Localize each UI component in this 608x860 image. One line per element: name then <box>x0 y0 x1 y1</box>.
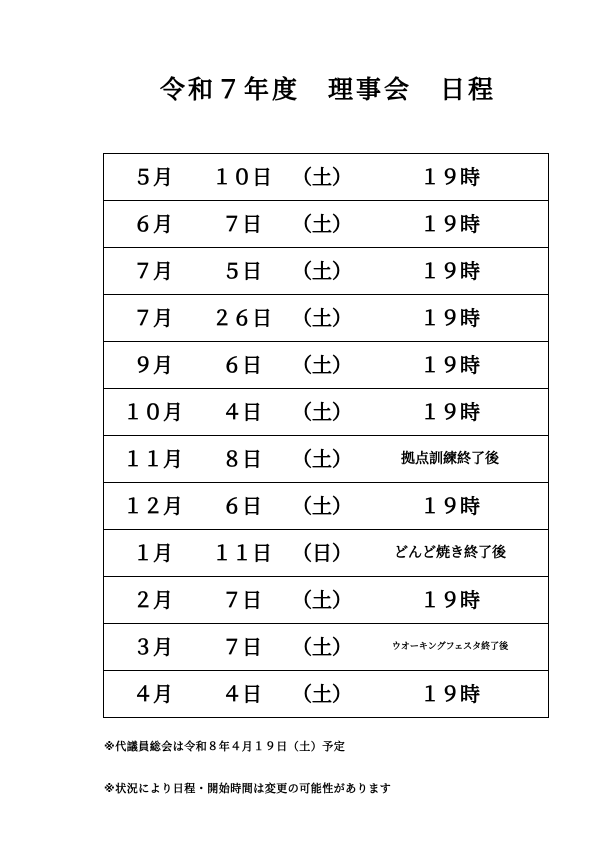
day: ７日 <box>222 635 262 659</box>
day-of-week: （土） <box>292 494 352 518</box>
schedule-table <box>103 153 549 718</box>
month: ７月 <box>133 306 173 330</box>
day: ７日 <box>222 212 262 236</box>
month: ２月 <box>133 588 173 612</box>
day: ４日 <box>222 682 262 706</box>
start-time: １９時 <box>420 306 480 330</box>
month: １２月 <box>123 494 183 518</box>
day-of-week: （土） <box>292 400 352 424</box>
start-time: １９時 <box>420 165 480 189</box>
start-time: どんど焼き終了後 <box>394 545 506 561</box>
month: ６月 <box>133 212 173 236</box>
start-time: １９時 <box>420 353 480 377</box>
month: ９月 <box>133 353 173 377</box>
day: ５日 <box>222 259 262 283</box>
table-row <box>104 436 549 483</box>
start-time: ウオーキングフェスタ終了後 <box>391 641 509 652</box>
day: ６日 <box>222 494 262 518</box>
start-time: １９時 <box>420 259 480 283</box>
day-of-week: （土） <box>292 682 352 706</box>
day: ６日 <box>222 353 262 377</box>
month: １０月 <box>123 400 183 424</box>
day: ８日 <box>222 447 262 471</box>
day-of-week: （土） <box>292 353 352 377</box>
table-row <box>104 342 549 389</box>
day-of-week: （土） <box>292 306 352 330</box>
table-row <box>104 295 549 342</box>
start-time: １９時 <box>420 212 480 236</box>
table-row <box>104 577 549 624</box>
day-of-week: （土） <box>292 259 352 283</box>
start-time: １９時 <box>420 588 480 612</box>
start-time: １９時 <box>420 494 480 518</box>
month: ３月 <box>133 635 173 659</box>
day: ２６日 <box>212 306 272 330</box>
start-time: １９時 <box>420 400 480 424</box>
day-of-week: （土） <box>292 588 352 612</box>
table-row <box>104 248 549 295</box>
day: ７日 <box>222 588 262 612</box>
day: ４日 <box>222 400 262 424</box>
month: ４月 <box>133 682 173 706</box>
table-row <box>104 624 549 671</box>
schedule-change-note: ※状況により日程・開始時間は変更の可能性があります <box>104 782 392 795</box>
table-row <box>104 389 549 436</box>
start-time: １９時 <box>420 682 480 706</box>
table-row <box>104 671 549 718</box>
table-row <box>104 201 549 248</box>
month: １月 <box>133 541 173 565</box>
general-meeting-note: ※代議員総会は令和８年４月１９日（土）予定 <box>104 740 346 753</box>
day-of-week: （日） <box>292 541 352 565</box>
table-row <box>104 483 549 530</box>
month: １１月 <box>123 447 183 471</box>
month: ７月 <box>133 259 173 283</box>
day-of-week: （土） <box>292 212 352 236</box>
table-row <box>104 530 549 577</box>
day-of-week: （土） <box>292 447 352 471</box>
start-time: 拠点訓練終了後 <box>401 451 499 467</box>
month: ５月 <box>133 165 173 189</box>
day-of-week: （土） <box>292 635 352 659</box>
day: １１日 <box>212 541 272 565</box>
day-of-week: （土） <box>292 165 352 189</box>
day: １０日 <box>212 165 272 189</box>
table-row <box>104 154 549 201</box>
page-title: 令和７年度 理事会 日程 <box>159 75 496 104</box>
